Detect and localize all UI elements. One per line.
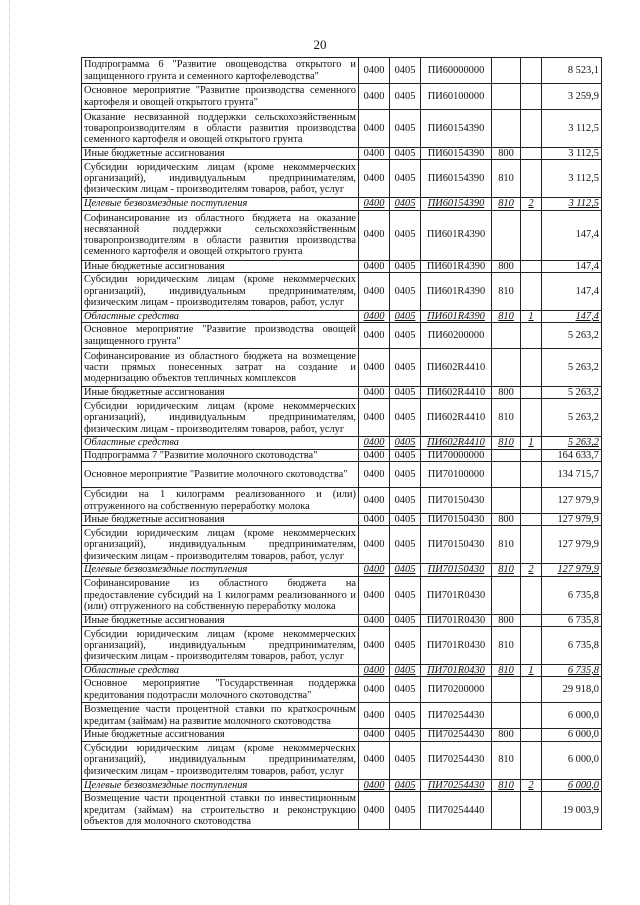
section-code-cell: 0400 (359, 437, 390, 449)
expense-name-cell: Субсидии юридическим лицам (кроме некоммерческих организаций), индивидуальным предпринимателям, физическим лицам - производителям товаров, работ, услуг (82, 272, 359, 310)
table-row (82, 148, 602, 160)
budget-table (81, 57, 602, 830)
target-article-cell: ПИ70150430 (421, 564, 492, 576)
section-code-cell: 0400 (359, 210, 390, 260)
subsection-code-cell: 0405 (390, 703, 421, 729)
section-code-cell: 0400 (359, 488, 390, 514)
funding-source-cell (521, 272, 542, 310)
section-code-cell: 0400 (359, 614, 390, 626)
expense-type-cell (492, 349, 521, 387)
amount-cell: 6 000,0 (542, 779, 602, 791)
expense-name-cell: Иные бюджетные ассигнования (82, 514, 359, 526)
subsection-code-cell: 0405 (390, 626, 421, 664)
funding-source-cell (521, 514, 542, 526)
target-article-cell: ПИ601R4390 (421, 310, 492, 322)
subsection-code-cell: 0405 (390, 310, 421, 322)
funding-source-cell: 2 (521, 198, 542, 210)
expense-name-cell: Субсидии юридическим лицам (кроме некоммерческих организаций), индивидуальным предпринимателям, физическим лицам - производителям товаров, работ, услуг (82, 399, 359, 437)
table-row (82, 437, 602, 449)
target-article-cell: ПИ60154390 (421, 110, 492, 148)
amount-cell: 6 000,0 (542, 729, 602, 741)
table-row (82, 703, 602, 729)
expense-name-cell: Возмещение части процентной ставки по краткосрочным кредитам (займам) на развитие молочного скотоводства (82, 703, 359, 729)
amount-cell: 3 112,5 (542, 110, 602, 148)
target-article-cell: ПИ60100000 (421, 84, 492, 110)
expense-name-cell: Основное мероприятие "Развитие производства овощей защищенного грунта" (82, 323, 359, 349)
expense-type-cell: 810 (492, 564, 521, 576)
table-row (82, 323, 602, 349)
table-row (82, 514, 602, 526)
target-article-cell: ПИ701R0430 (421, 614, 492, 626)
amount-cell: 3 259,9 (542, 84, 602, 110)
expense-name-cell: Подпрограмма 6 "Развитие овощеводства открытого и защищенного грунта и семенного картофелеводства" (82, 58, 359, 84)
expense-name-cell: Основное мероприятие "Развитие молочного скотоводства" (82, 462, 359, 488)
funding-source-cell (521, 110, 542, 148)
table-row (82, 791, 602, 829)
subsection-code-cell: 0405 (390, 741, 421, 779)
expense-name-cell: Софинансирование из областного бюджета на возмещение части прямых понесенных затрат на создание и модернизацию объектов тепличных комплексов (82, 349, 359, 387)
target-article-cell: ПИ602R4410 (421, 437, 492, 449)
expense-type-cell: 810 (492, 437, 521, 449)
expense-name-cell: Субсидии юридическим лицам (кроме некоммерческих организаций), индивидуальным предпринимателям, физическим лицам - производителям товаров, работ, услуг (82, 626, 359, 664)
funding-source-cell (521, 148, 542, 160)
subsection-code-cell: 0405 (390, 729, 421, 741)
target-article-cell: ПИ60154390 (421, 160, 492, 198)
expense-type-cell: 810 (492, 779, 521, 791)
funding-source-cell (521, 488, 542, 514)
table-row (82, 677, 602, 703)
table-row (82, 210, 602, 260)
table-row (82, 160, 602, 198)
section-code-cell: 0400 (359, 677, 390, 703)
target-article-cell: ПИ70150430 (421, 526, 492, 564)
funding-source-cell (521, 576, 542, 614)
section-code-cell: 0400 (359, 260, 390, 272)
expense-type-cell: 800 (492, 729, 521, 741)
subsection-code-cell: 0405 (390, 198, 421, 210)
subsection-code-cell: 0405 (390, 84, 421, 110)
amount-cell: 164 633,7 (542, 449, 602, 461)
amount-cell: 147,4 (542, 272, 602, 310)
subsection-code-cell: 0405 (390, 437, 421, 449)
section-code-cell: 0400 (359, 198, 390, 210)
amount-cell: 6 000,0 (542, 741, 602, 779)
expense-type-cell: 810 (492, 399, 521, 437)
section-code-cell: 0400 (359, 779, 390, 791)
expense-type-cell (492, 323, 521, 349)
target-article-cell: ПИ701R0430 (421, 626, 492, 664)
funding-source-cell: 1 (521, 664, 542, 676)
target-article-cell: ПИ70000000 (421, 449, 492, 461)
subsection-code-cell: 0405 (390, 664, 421, 676)
section-code-cell: 0400 (359, 160, 390, 198)
target-article-cell: ПИ601R4390 (421, 260, 492, 272)
section-code-cell: 0400 (359, 703, 390, 729)
expense-name-cell: Субсидии юридическим лицам (кроме некоммерческих организаций), индивидуальным предпринимателям, физическим лицам - производителям товаров, работ, услуг (82, 160, 359, 198)
expense-name-cell: Основное мероприятие "Развитие производства семенного картофеля и овощей открытого грунта" (82, 84, 359, 110)
subsection-code-cell: 0405 (390, 514, 421, 526)
expense-type-cell (492, 791, 521, 829)
expense-name-cell: Областные средства (82, 664, 359, 676)
amount-cell: 5 263,2 (542, 323, 602, 349)
section-code-cell: 0400 (359, 349, 390, 387)
section-code-cell: 0400 (359, 272, 390, 310)
amount-cell: 6 735,8 (542, 576, 602, 614)
expense-name-cell: Целевые безвозмездные поступления (82, 198, 359, 210)
funding-source-cell (521, 58, 542, 84)
expense-name-cell: Иные бюджетные ассигнования (82, 260, 359, 272)
funding-source-cell (521, 626, 542, 664)
funding-source-cell (521, 399, 542, 437)
subsection-code-cell: 0405 (390, 526, 421, 564)
table-row (82, 576, 602, 614)
subsection-code-cell: 0405 (390, 323, 421, 349)
section-code-cell: 0400 (359, 148, 390, 160)
expense-type-cell (492, 110, 521, 148)
target-article-cell: ПИ701R0430 (421, 664, 492, 676)
target-article-cell: ПИ70150430 (421, 514, 492, 526)
target-article-cell: ПИ602R4410 (421, 349, 492, 387)
funding-source-cell (521, 677, 542, 703)
target-article-cell: ПИ70150430 (421, 488, 492, 514)
table-row (82, 779, 602, 791)
target-article-cell: ПИ60000000 (421, 58, 492, 84)
funding-source-cell (521, 349, 542, 387)
amount-cell: 3 112,5 (542, 148, 602, 160)
table-row (82, 349, 602, 387)
section-code-cell: 0400 (359, 664, 390, 676)
expense-name-cell: Субсидии юридическим лицам (кроме некоммерческих организаций), индивидуальным предпринимателям, физическим лицам - производителям товаров, работ, услуг (82, 526, 359, 564)
amount-cell: 6 735,8 (542, 664, 602, 676)
subsection-code-cell: 0405 (390, 576, 421, 614)
subsection-code-cell: 0405 (390, 779, 421, 791)
amount-cell: 29 918,0 (542, 677, 602, 703)
expense-name-cell: Иные бюджетные ассигнования (82, 148, 359, 160)
funding-source-cell: 2 (521, 779, 542, 791)
expense-type-cell: 800 (492, 614, 521, 626)
amount-cell: 127 979,9 (542, 514, 602, 526)
section-code-cell: 0400 (359, 626, 390, 664)
funding-source-cell (521, 614, 542, 626)
table-row (82, 449, 602, 461)
budget-table-container (81, 57, 601, 830)
expense-type-cell (492, 449, 521, 461)
amount-cell: 5 263,2 (542, 349, 602, 387)
subsection-code-cell: 0405 (390, 260, 421, 272)
expense-type-cell: 810 (492, 198, 521, 210)
target-article-cell: ПИ70100000 (421, 462, 492, 488)
target-article-cell: ПИ70254430 (421, 741, 492, 779)
section-code-cell: 0400 (359, 58, 390, 84)
subsection-code-cell: 0405 (390, 488, 421, 514)
amount-cell: 19 003,9 (542, 791, 602, 829)
table-row (82, 198, 602, 210)
section-code-cell: 0400 (359, 110, 390, 148)
expense-name-cell: Целевые безвозмездные поступления (82, 779, 359, 791)
funding-source-cell (521, 729, 542, 741)
expense-name-cell: Оказание несвязанной поддержки сельскохозяйственным товаропроизводителям в области развития производства семенного картофеля и овощей открытого грунта (82, 110, 359, 148)
section-code-cell: 0400 (359, 514, 390, 526)
target-article-cell: ПИ601R4390 (421, 210, 492, 260)
subsection-code-cell: 0405 (390, 272, 421, 310)
amount-cell: 3 112,5 (542, 198, 602, 210)
amount-cell: 5 263,2 (542, 387, 602, 399)
expense-type-cell (492, 84, 521, 110)
target-article-cell: ПИ70254430 (421, 703, 492, 729)
section-code-cell: 0400 (359, 449, 390, 461)
table-row (82, 626, 602, 664)
expense-name-cell: Подпрограмма 7 "Развитие молочного скотоводства" (82, 449, 359, 461)
expense-type-cell: 810 (492, 160, 521, 198)
expense-type-cell (492, 488, 521, 514)
funding-source-cell (521, 462, 542, 488)
subsection-code-cell: 0405 (390, 58, 421, 84)
table-row (82, 564, 602, 576)
table-row (82, 387, 602, 399)
section-code-cell: 0400 (359, 741, 390, 779)
section-code-cell: 0400 (359, 387, 390, 399)
expense-type-cell: 810 (492, 310, 521, 322)
funding-source-cell: 1 (521, 437, 542, 449)
expense-type-cell: 810 (492, 526, 521, 564)
amount-cell: 5 263,2 (542, 399, 602, 437)
expense-type-cell (492, 677, 521, 703)
scan-margin-rule (9, 0, 11, 905)
funding-source-cell (521, 526, 542, 564)
subsection-code-cell: 0405 (390, 349, 421, 387)
target-article-cell: ПИ70254430 (421, 729, 492, 741)
amount-cell: 147,4 (542, 310, 602, 322)
amount-cell: 147,4 (542, 260, 602, 272)
table-row (82, 614, 602, 626)
expense-name-cell: Областные средства (82, 310, 359, 322)
subsection-code-cell: 0405 (390, 387, 421, 399)
amount-cell: 6 000,0 (542, 703, 602, 729)
section-code-cell: 0400 (359, 564, 390, 576)
table-row (82, 741, 602, 779)
subsection-code-cell: 0405 (390, 148, 421, 160)
expense-type-cell: 800 (492, 260, 521, 272)
expense-type-cell (492, 58, 521, 84)
section-code-cell: 0400 (359, 399, 390, 437)
page-number: 20 (313, 37, 327, 52)
section-code-cell: 0400 (359, 462, 390, 488)
section-code-cell: 0400 (359, 729, 390, 741)
expense-type-cell: 810 (492, 272, 521, 310)
table-row (82, 58, 602, 84)
subsection-code-cell: 0405 (390, 677, 421, 703)
expense-type-cell (492, 462, 521, 488)
subsection-code-cell: 0405 (390, 614, 421, 626)
section-code-cell: 0400 (359, 526, 390, 564)
table-row (82, 729, 602, 741)
expense-type-cell: 800 (492, 148, 521, 160)
table-row (82, 260, 602, 272)
table-row (82, 526, 602, 564)
subsection-code-cell: 0405 (390, 399, 421, 437)
expense-type-cell: 800 (492, 514, 521, 526)
amount-cell: 147,4 (542, 210, 602, 260)
subsection-code-cell: 0405 (390, 449, 421, 461)
subsection-code-cell: 0405 (390, 210, 421, 260)
target-article-cell: ПИ602R4410 (421, 387, 492, 399)
expense-name-cell: Иные бюджетные ассигнования (82, 729, 359, 741)
funding-source-cell (521, 323, 542, 349)
funding-source-cell (521, 449, 542, 461)
target-article-cell: ПИ70200000 (421, 677, 492, 703)
subsection-code-cell: 0405 (390, 462, 421, 488)
amount-cell: 127 979,9 (542, 488, 602, 514)
table-row (82, 488, 602, 514)
expense-name-cell: Областные средства (82, 437, 359, 449)
target-article-cell: ПИ701R0430 (421, 576, 492, 614)
subsection-code-cell: 0405 (390, 791, 421, 829)
expense-type-cell: 800 (492, 387, 521, 399)
expense-name-cell: Софинансирование из областного бюджета на предоставление субсидий на 1 килограмм реализованного и (или) отгруженного на собственную переработку молока (82, 576, 359, 614)
section-code-cell: 0400 (359, 323, 390, 349)
amount-cell: 6 735,8 (542, 626, 602, 664)
expense-type-cell (492, 703, 521, 729)
expense-name-cell: Основное мероприятие "Государственная поддержка кредитования подотрасли молочного скотоводства" (82, 677, 359, 703)
expense-type-cell: 810 (492, 741, 521, 779)
amount-cell: 127 979,9 (542, 564, 602, 576)
expense-name-cell: Софинансирование из областного бюджета на оказание несвязанной поддержки сельскохозяйственным товаропроизводителям в области развития производства семенного картофеля и овощей открытого грунта (82, 210, 359, 260)
section-code-cell: 0400 (359, 310, 390, 322)
target-article-cell: ПИ60154390 (421, 198, 492, 210)
target-article-cell: ПИ601R4390 (421, 272, 492, 310)
expense-name-cell: Субсидии юридическим лицам (кроме некоммерческих организаций), индивидуальным предпринимателям, физическим лицам - производителям товаров, работ, услуг (82, 741, 359, 779)
amount-cell: 134 715,7 (542, 462, 602, 488)
section-code-cell: 0400 (359, 84, 390, 110)
table-row (82, 462, 602, 488)
target-article-cell: ПИ60154390 (421, 148, 492, 160)
section-code-cell: 0400 (359, 791, 390, 829)
expense-type-cell: 810 (492, 664, 521, 676)
target-article-cell: ПИ70254440 (421, 791, 492, 829)
expense-type-cell (492, 210, 521, 260)
amount-cell: 5 263,2 (542, 437, 602, 449)
expense-type-cell: 810 (492, 626, 521, 664)
funding-source-cell (521, 791, 542, 829)
expense-name-cell: Субсидии на 1 килограмм реализованного и (или) отгруженного на собственную переработку молока (82, 488, 359, 514)
amount-cell: 8 523,1 (542, 58, 602, 84)
table-row (82, 272, 602, 310)
funding-source-cell (521, 260, 542, 272)
funding-source-cell (521, 703, 542, 729)
expense-name-cell: Возмещение части процентной ставки по инвестиционным кредитам (займам) на строительство и реконструкцию объектов для молочного скотоводства (82, 791, 359, 829)
expense-name-cell: Иные бюджетные ассигнования (82, 614, 359, 626)
table-row (82, 664, 602, 676)
funding-source-cell (521, 741, 542, 779)
amount-cell: 127 979,9 (542, 526, 602, 564)
target-article-cell: ПИ70254430 (421, 779, 492, 791)
expense-type-cell (492, 576, 521, 614)
target-article-cell: ПИ602R4410 (421, 399, 492, 437)
funding-source-cell (521, 160, 542, 198)
table-row (82, 110, 602, 148)
funding-source-cell: 1 (521, 310, 542, 322)
expense-name-cell: Иные бюджетные ассигнования (82, 387, 359, 399)
table-row (82, 399, 602, 437)
expense-name-cell: Целевые безвозмездные поступления (82, 564, 359, 576)
section-code-cell: 0400 (359, 576, 390, 614)
funding-source-cell (521, 210, 542, 260)
subsection-code-cell: 0405 (390, 160, 421, 198)
funding-source-cell (521, 84, 542, 110)
amount-cell: 6 735,8 (542, 614, 602, 626)
subsection-code-cell: 0405 (390, 564, 421, 576)
funding-source-cell: 2 (521, 564, 542, 576)
amount-cell: 3 112,5 (542, 160, 602, 198)
table-row (82, 84, 602, 110)
target-article-cell: ПИ60200000 (421, 323, 492, 349)
table-row (82, 310, 602, 322)
subsection-code-cell: 0405 (390, 110, 421, 148)
funding-source-cell (521, 387, 542, 399)
